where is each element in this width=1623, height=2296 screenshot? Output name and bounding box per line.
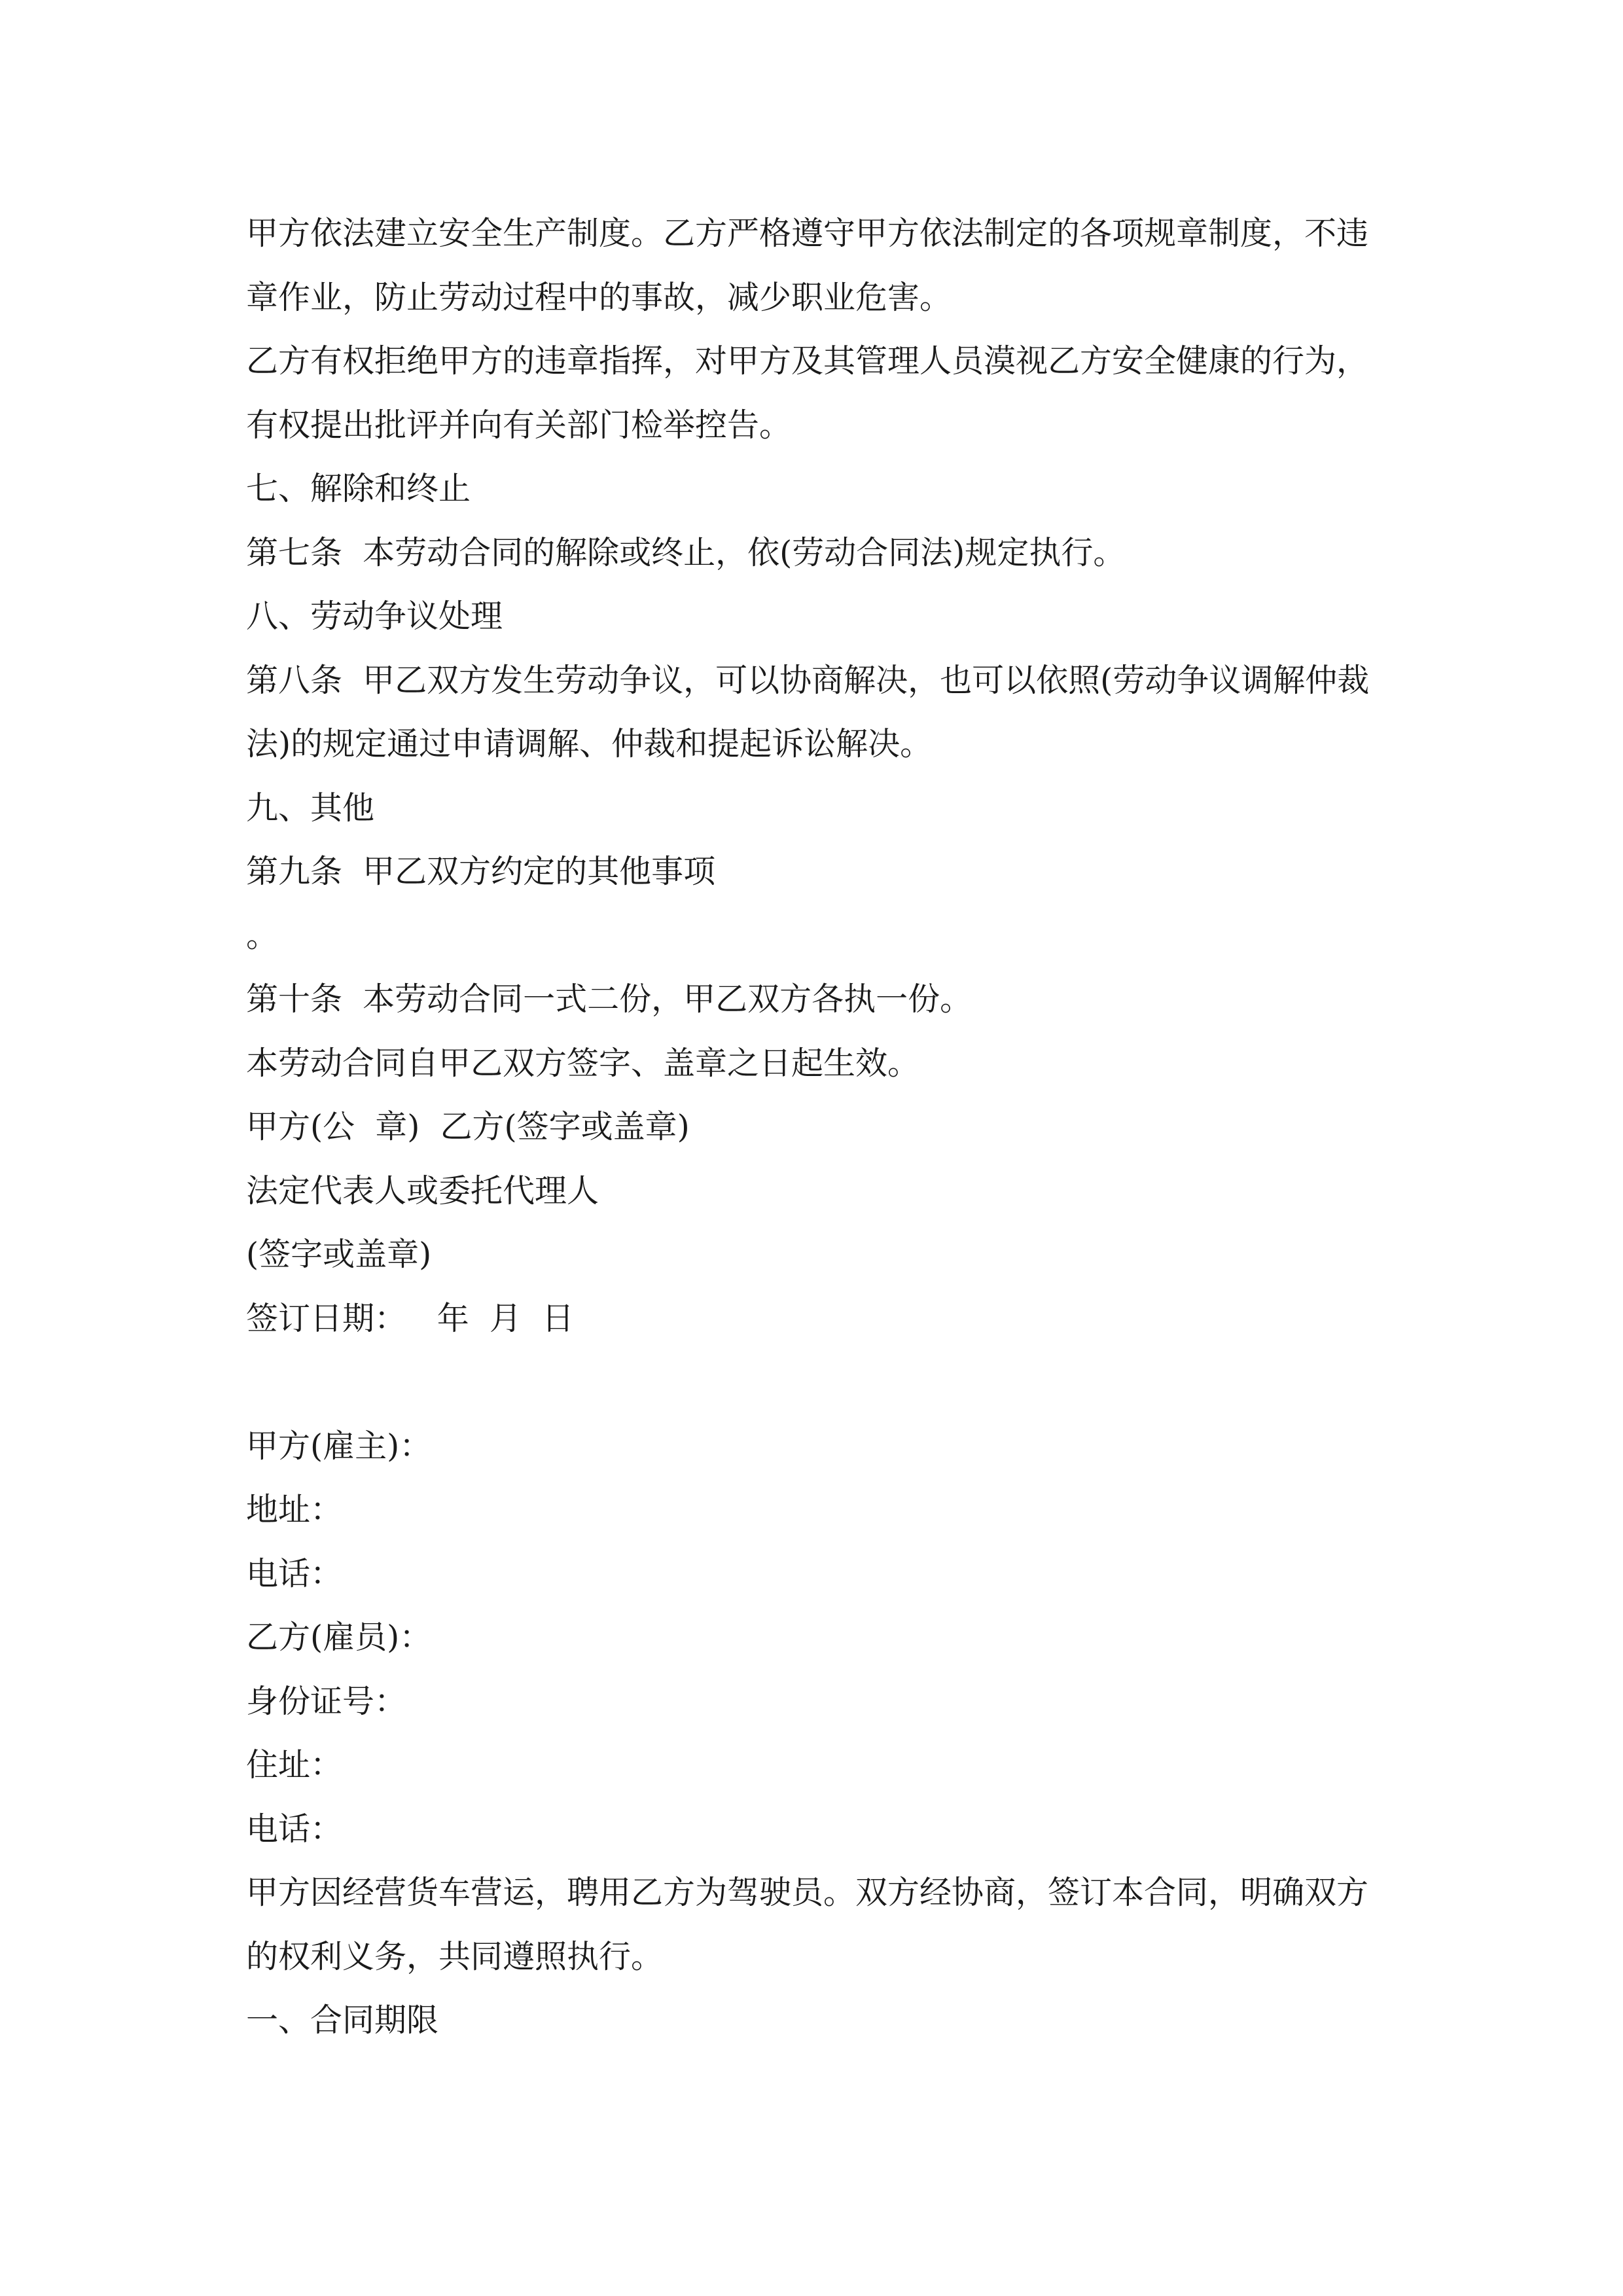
document-body [246,202,1385,2053]
signature-note-line: (签字或盖章) [246,1236,432,1273]
paragraph-line: 本劳动合同自甲乙双方签字、盖章之日起生效。 [246,1044,920,1082]
employer-field: 甲方(雇主)： [246,1427,432,1465]
signature-parties-line: 甲方(公 章) 乙方(签字或盖章) [246,1108,690,1145]
employee-field: 乙方(雇员)： [246,1619,432,1656]
article-line: 法)的规定通过申请调解、仲裁和提起诉讼解决。 [246,725,933,762]
paragraph-line: 甲方依法建立安全生产制度。乙方严格遵守甲方依法制定的各项规章制度，不违 [246,215,1369,252]
phone-field: 电话： [246,1810,343,1848]
article-line: 第八条 甲乙双方发生劳动争议，可以协商解决，也可以依照(劳动争议调解仲裁 [246,661,1370,699]
article-line: 第十条 本劳动合同一式二份，甲乙双方各执一份。 [246,980,972,1018]
signature-representative-line: 法定代表人或委托代理人 [246,1172,599,1210]
punctuation-line: 。 [246,916,279,954]
blank-spacer [246,1350,1385,1414]
address-field: 地址： [246,1491,343,1528]
section-heading: 九、其他 [246,789,375,827]
phone-field: 电话： [246,1554,343,1592]
paragraph-line: 章作业，防止劳动过程中的事故，减少职业危害。 [246,278,952,316]
paragraph-line: 乙方有权拒绝甲方的违章指挥，对甲方及其管理人员漠视乙方安全健康的行为， [246,342,1369,380]
article-line: 第七条 本劳动合同的解除或终止，依(劳动合同法)规定执行。 [246,533,1126,571]
paragraph-line: 的权利义务，共同遵照执行。 [246,1937,664,1975]
signing-date-line: 签订日期： 年 月 日 [246,1299,575,1337]
section-heading: 七、解除和终止 [246,470,471,507]
section-heading: 一、合同期限 [246,2001,439,2039]
id-number-field: 身份证号： [246,1682,407,1720]
section-heading: 八、劳动争议处理 [246,598,503,635]
paragraph-line: 有权提出批评并向有关部门检举控告。 [246,406,792,444]
article-line: 第九条 甲乙双方约定的其他事项 [246,853,716,890]
paragraph-line: 甲方因经营货车营运，聘用乙方为驾驶员。双方经协商，签订本合同，明确双方 [246,1874,1369,1911]
residence-field: 住址： [246,1746,343,1784]
